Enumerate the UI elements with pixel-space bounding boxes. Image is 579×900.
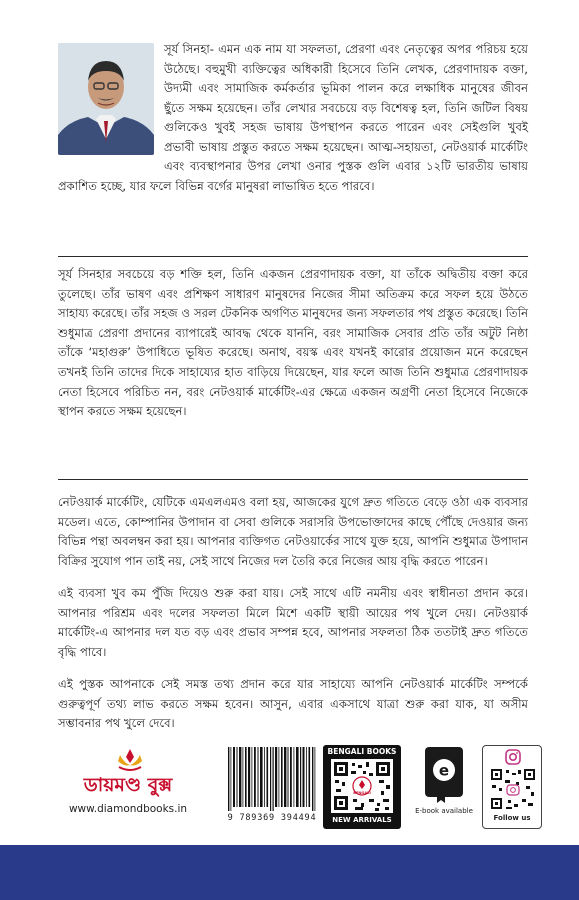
isbn-number: 9 789369 394494	[227, 813, 317, 823]
author-bio-continued: সূর্য সিনহার সবচেয়ে বড় শক্তি হল, তিনি একজন প্রেরণাদায়ক বক্তা, যা তাঁকে অদ্বিতীয় বক্তা করে তুলেছে। তাঁর ভাষণ এবং প্রশিক্ষণ সাধারণ মানুষদের নিজের সীমা অতিক্রম করে সফল হয়ে উঠতে সাহায্য করেছে। তাঁর সহজ ও সরল টেকনিক অগণিত মানুষদের জন্য সফলতার পথ প্রস্তুত করেছে। তিনি শুধুমাত্র প্রেরণা প্রদানের ব্যাপারেই আবদ্ধ থেকে যাননি, বরং সামাজিক সেবার প্রতি তাঁর অটুট নিষ্ঠা তাঁকে ‘মহাগুরু’ উপাধিতে ভূষিত করেছে। অনাথ, বয়স্ক এবং যখনই কারোর প্রয়োজন মনে করেছেন তখনই তিনি তাদের দিকে সাহায্যের হাত বাড়িয়ে দিয়েছেন, যার ফলে আজ তিনি শুধুমাত্র প্রেরণাদায়ক নেতা হিসেবে পরিচিত নন, বরং নেটওয়ার্ক মার্কেটিং-এর ক্ষেত্রে একজন অগ্রণী নেতা হিসেবে নিজেকে স্থাপন করতে সক্ষম হয়েছেন।	[58, 267, 528, 419]
bottom-color-band	[0, 845, 579, 900]
footer	[0, 745, 579, 833]
author-photo	[58, 43, 154, 155]
ebook-caption: E-book available	[415, 807, 473, 815]
publisher-logo[interactable]	[48, 745, 208, 833]
ebook-icon	[423, 745, 465, 803]
author-bio	[58, 40, 528, 196]
book-description-3: এই পুস্তক আপনাকে সেই সমস্ত তথ্য প্রদান করে যার সাহায্যে আপনি নেটওয়ার্ক মার্কেটিং সম্পর্কে গুরুত্বপূর্ণ তথ্য লাভ করতে সক্ষম হবেন। আসুন, এবার একসাথে যাত্রা শুরু করা যাক, যা অসীম সম্ভাবনার পথ খুলে দেবে।	[58, 677, 528, 731]
instagram-caption: Follow us	[493, 814, 531, 822]
instagram-icon	[505, 749, 521, 765]
book-description-2: এই ব্যবসা খুব কম পুঁজি দিয়েও শুরু করা যায়। সেই সাথে এটি নমনীয় এবং স্বাধীনতা প্রদান করে। আপনার পরিশ্রম এবং দলের সফলতা মিলে মিশে একটি স্থায়ী আয়ের পথ খুলে দেয়। নেটওয়ার্ক মার্কেটিং-এ আপনার দল যত বড় এবং প্রভাব সম্পন্ন হবে, আপনার সফলতা ঠিক ততটাই দ্রুত গতিতে বৃদ্ধি পাবে।	[58, 586, 528, 659]
isbn-barcode	[224, 747, 320, 825]
instagram-qr-icon	[490, 768, 536, 810]
diamond-lotus-icon	[116, 747, 144, 773]
qr-inner-label: BENGALI	[353, 791, 371, 795]
section-divider	[58, 479, 528, 480]
bengali-books-qr-card[interactable]	[323, 745, 401, 829]
section-divider	[58, 256, 528, 257]
barcode-icon	[224, 747, 320, 811]
ebook-badge[interactable]	[412, 745, 476, 829]
author-portrait-icon	[58, 43, 154, 155]
publisher-url[interactable]: www.diamondbooks.in	[68, 803, 188, 815]
qr-card-title: BENGALI BOOKS	[327, 747, 397, 756]
instagram-follow-card[interactable]	[482, 745, 542, 829]
svg-text:e: e	[438, 761, 450, 780]
qr-card-subtitle: NEW ARRIVALS	[332, 816, 392, 824]
author-bio-text: সূর্য সিনহা- এমন এক নাম যা সফলতা, প্রেরণা এবং নেতৃত্বের অপর পরিচয় হয়ে উঠেছে। বহুমুখী ব্যক্তিত্বের অধিকারী হিসেবে তিনি লেখক, প্রেরণাদায়ক বক্তা, উদ্যমী এবং সামাজিক কর্মকর্তার ভূমিকা পালন করে লক্ষাধিক মানুষের জীবন ছুঁতে সক্ষম হয়েছেন। তাঁর লেখার সবচেয়ে বড় বিশেষত্ব হল, তিনি জটিল বিষয় গুলিকেও খুবই সহজ ভাষায় উপস্থাপন করতে পারেন এবং সেইগুলি খুবই প্রভাবী ভাষায় প্রস্তুত করতে সক্ষম হয়েছেন। আত্ম-সহায়তা, নেটওয়ার্ক মার্কেটিং এবং ব্যবস্থাপনার উপর লেখা ওনার পুস্তক গুলি এবার ১২টি ভারতীয় ভাষায় প্রকাশিত হচ্ছে, যার ফলে বিভিন্ন বর্গের মানুষরা লাভান্বিত হতে পারবে।	[58, 42, 528, 193]
book-description-1: নেটওয়ার্ক মার্কেটিং, যেটিকে এমএলএমও বলা হয়, আজকের যুগে দ্রুত গতিতে বেড়ে ওঠা এক ব্যবসার মডেল। এতে, কোম্পানির উপাদান বা সেবা গুলিকে সরাসরি উপভোক্তাদের কাছে পৌঁছে দেওয়ার জন্য বিভিন্ন পন্থা অবলম্বন করা হয়। আপনার ব্যক্তিগত নেটওয়ার্কের সাথে যুক্ত হয়ে, আপনি শুধুমাত্র উপাদান বিক্রির সুযোগ পান তাই নয়, সেই সাথে নিজের দল তৈরি করে নিজের আয় বৃদ্ধি করতে পারেন।	[58, 495, 528, 568]
qr-code-icon	[331, 759, 393, 813]
publisher-name: ডায়মণ্ড বুক্স	[83, 774, 173, 796]
